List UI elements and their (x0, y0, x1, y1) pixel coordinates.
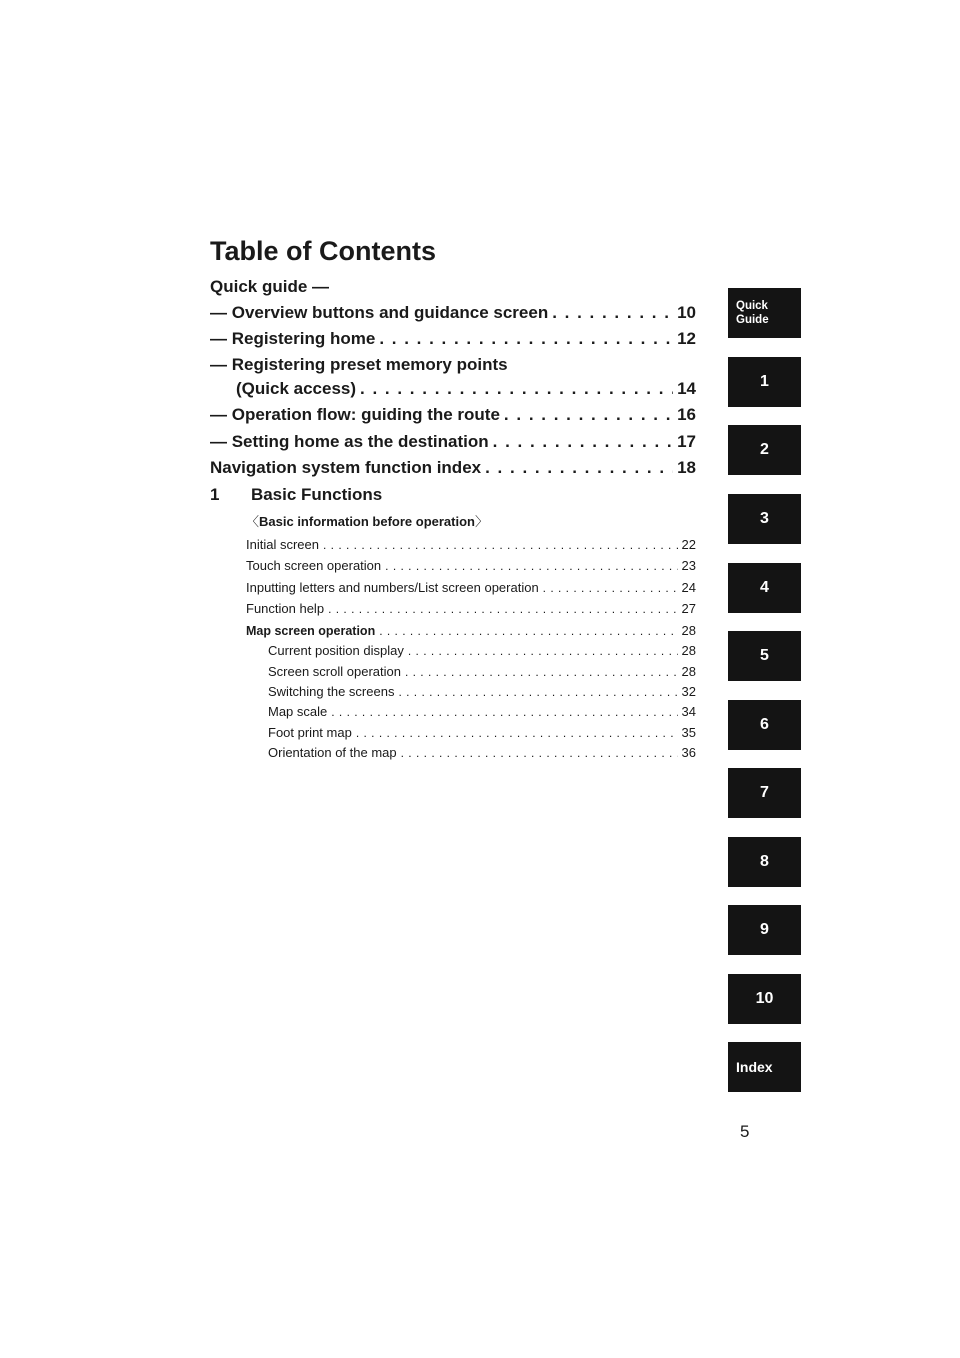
leader-dots (398, 685, 677, 699)
toc-entry-function-help[interactable] (246, 601, 696, 616)
subsection-heading-text: Basic information before operation (259, 514, 475, 529)
leader-dots (360, 379, 673, 399)
toc-entry-page: 36 (681, 745, 696, 760)
toc-entry-label: Map screen operation (246, 624, 376, 638)
toc-entry-page: 17 (677, 432, 696, 451)
toc-entry-function-index[interactable] (210, 458, 696, 478)
toc-entry-current-position[interactable] (268, 643, 696, 658)
toc-entry-label: — Operation flow: guiding the route (210, 405, 500, 424)
leader-dots (356, 726, 678, 740)
toc-entry-label: Current position display (268, 643, 404, 658)
tab-index[interactable]: Index (728, 1042, 801, 1092)
subsection-heading: 〈Basic information before operation〉 (246, 514, 489, 529)
toc-entry-label: Function help (246, 601, 325, 616)
leader-dots (379, 329, 673, 349)
leader-dots (504, 405, 673, 425)
toc-entry-page: 34 (681, 704, 696, 719)
section-heading-1 (210, 485, 382, 505)
toc-entry-setting-home[interactable] (210, 432, 696, 452)
toc-entry-page: 28 (681, 623, 696, 638)
toc-entry-page: 27 (681, 601, 696, 616)
toc-entry-label: Switching the screens (268, 684, 395, 699)
toc-entry-page: 22 (681, 537, 696, 552)
leader-dots (405, 665, 678, 679)
section-title: Basic Functions (250, 485, 383, 504)
tab-quick-guide-line2: Guide (736, 314, 769, 326)
tab-chapter-5[interactable]: 5 (728, 631, 801, 681)
tab-quick-guide-line1: Quick (736, 300, 768, 312)
tab-chapter-8[interactable]: 8 (728, 837, 801, 887)
toc-entry-inputting-letters[interactable] (246, 580, 696, 595)
leader-dots (485, 458, 673, 478)
tab-chapter-1[interactable]: 1 (728, 357, 801, 407)
toc-entry-page: 10 (677, 303, 696, 322)
toc-entry-foot-print-map[interactable] (268, 725, 696, 740)
tab-chapter-4[interactable]: 4 (728, 563, 801, 613)
toc-entry-label: Foot print map (268, 725, 352, 740)
tab-quick-guide[interactable] (728, 288, 801, 338)
toc-entry-preset-memory-label[interactable]: — Registering preset memory points (210, 355, 508, 374)
toc-entry-orientation[interactable] (268, 745, 696, 760)
leader-dots (331, 705, 677, 719)
tab-chapter-9[interactable]: 9 (728, 905, 801, 955)
toc-entry-operation-flow[interactable] (210, 405, 696, 425)
tab-chapter-10[interactable]: 10 (728, 974, 801, 1024)
leader-dots (408, 644, 678, 658)
leader-dots (543, 581, 678, 595)
toc-entry-label: — Registering home (210, 329, 376, 348)
toc-entry-label: Navigation system function index (210, 458, 482, 477)
toc-entry-initial-screen[interactable] (246, 537, 696, 552)
toc-entry-screen-scroll[interactable] (268, 664, 696, 679)
toc-entry-label: Touch screen operation (246, 558, 382, 573)
leader-dots (401, 746, 678, 760)
leader-dots (328, 602, 677, 616)
toc-entry-page: 32 (681, 684, 696, 699)
toc-entry-registering-home[interactable] (210, 329, 696, 349)
toc-entry-page: 16 (677, 405, 696, 424)
toc-entry-map-screen-operation[interactable] (246, 623, 696, 638)
toc-entry-label: (Quick access) (236, 379, 357, 398)
toc-entry-label: Orientation of the map (268, 745, 397, 760)
toc-entry-page: 14 (677, 379, 696, 398)
tab-chapter-3[interactable]: 3 (728, 494, 801, 544)
page-number: 5 (740, 1122, 750, 1141)
tab-chapter-7[interactable]: 7 (728, 768, 801, 818)
tab-chapter-6[interactable]: 6 (728, 700, 801, 750)
toc-entry-quick-access[interactable] (236, 379, 696, 399)
tab-chapter-2[interactable]: 2 (728, 425, 801, 475)
leader-dots (493, 432, 673, 452)
toc-entry-overview[interactable] (210, 303, 696, 323)
section-number: 1 (210, 485, 220, 504)
toc-entry-page: 28 (681, 643, 696, 658)
toc-entry-page: 23 (681, 558, 696, 573)
leader-dots (385, 559, 677, 573)
toc-entry-label: Screen scroll operation (268, 664, 401, 679)
leader-dots (379, 624, 677, 638)
toc-entry-label: Inputting letters and numbers/List screen operation (246, 580, 539, 595)
toc-entry-page: 24 (681, 580, 696, 595)
leader-dots (323, 538, 678, 552)
toc-entry-page: 18 (677, 458, 696, 477)
toc-entry-label: Initial screen (246, 537, 319, 552)
toc-entry-label: Map scale (268, 704, 328, 719)
toc-entry-page: 12 (677, 329, 696, 348)
toc-entry-label: — Setting home as the destination (210, 432, 489, 451)
toc-entry-switching-screens[interactable] (268, 684, 696, 699)
quick-guide-heading: Quick guide — (210, 277, 330, 296)
page-title: Table of Contents (210, 236, 436, 266)
leader-dots (552, 303, 673, 323)
toc-entry-page: 28 (681, 664, 696, 679)
toc-entry-touch-screen[interactable] (246, 558, 696, 573)
toc-entry-page: 35 (681, 725, 696, 740)
toc-entry-label: — Overview buttons and guidance screen (210, 303, 549, 322)
toc-entry-map-scale[interactable] (268, 704, 696, 719)
